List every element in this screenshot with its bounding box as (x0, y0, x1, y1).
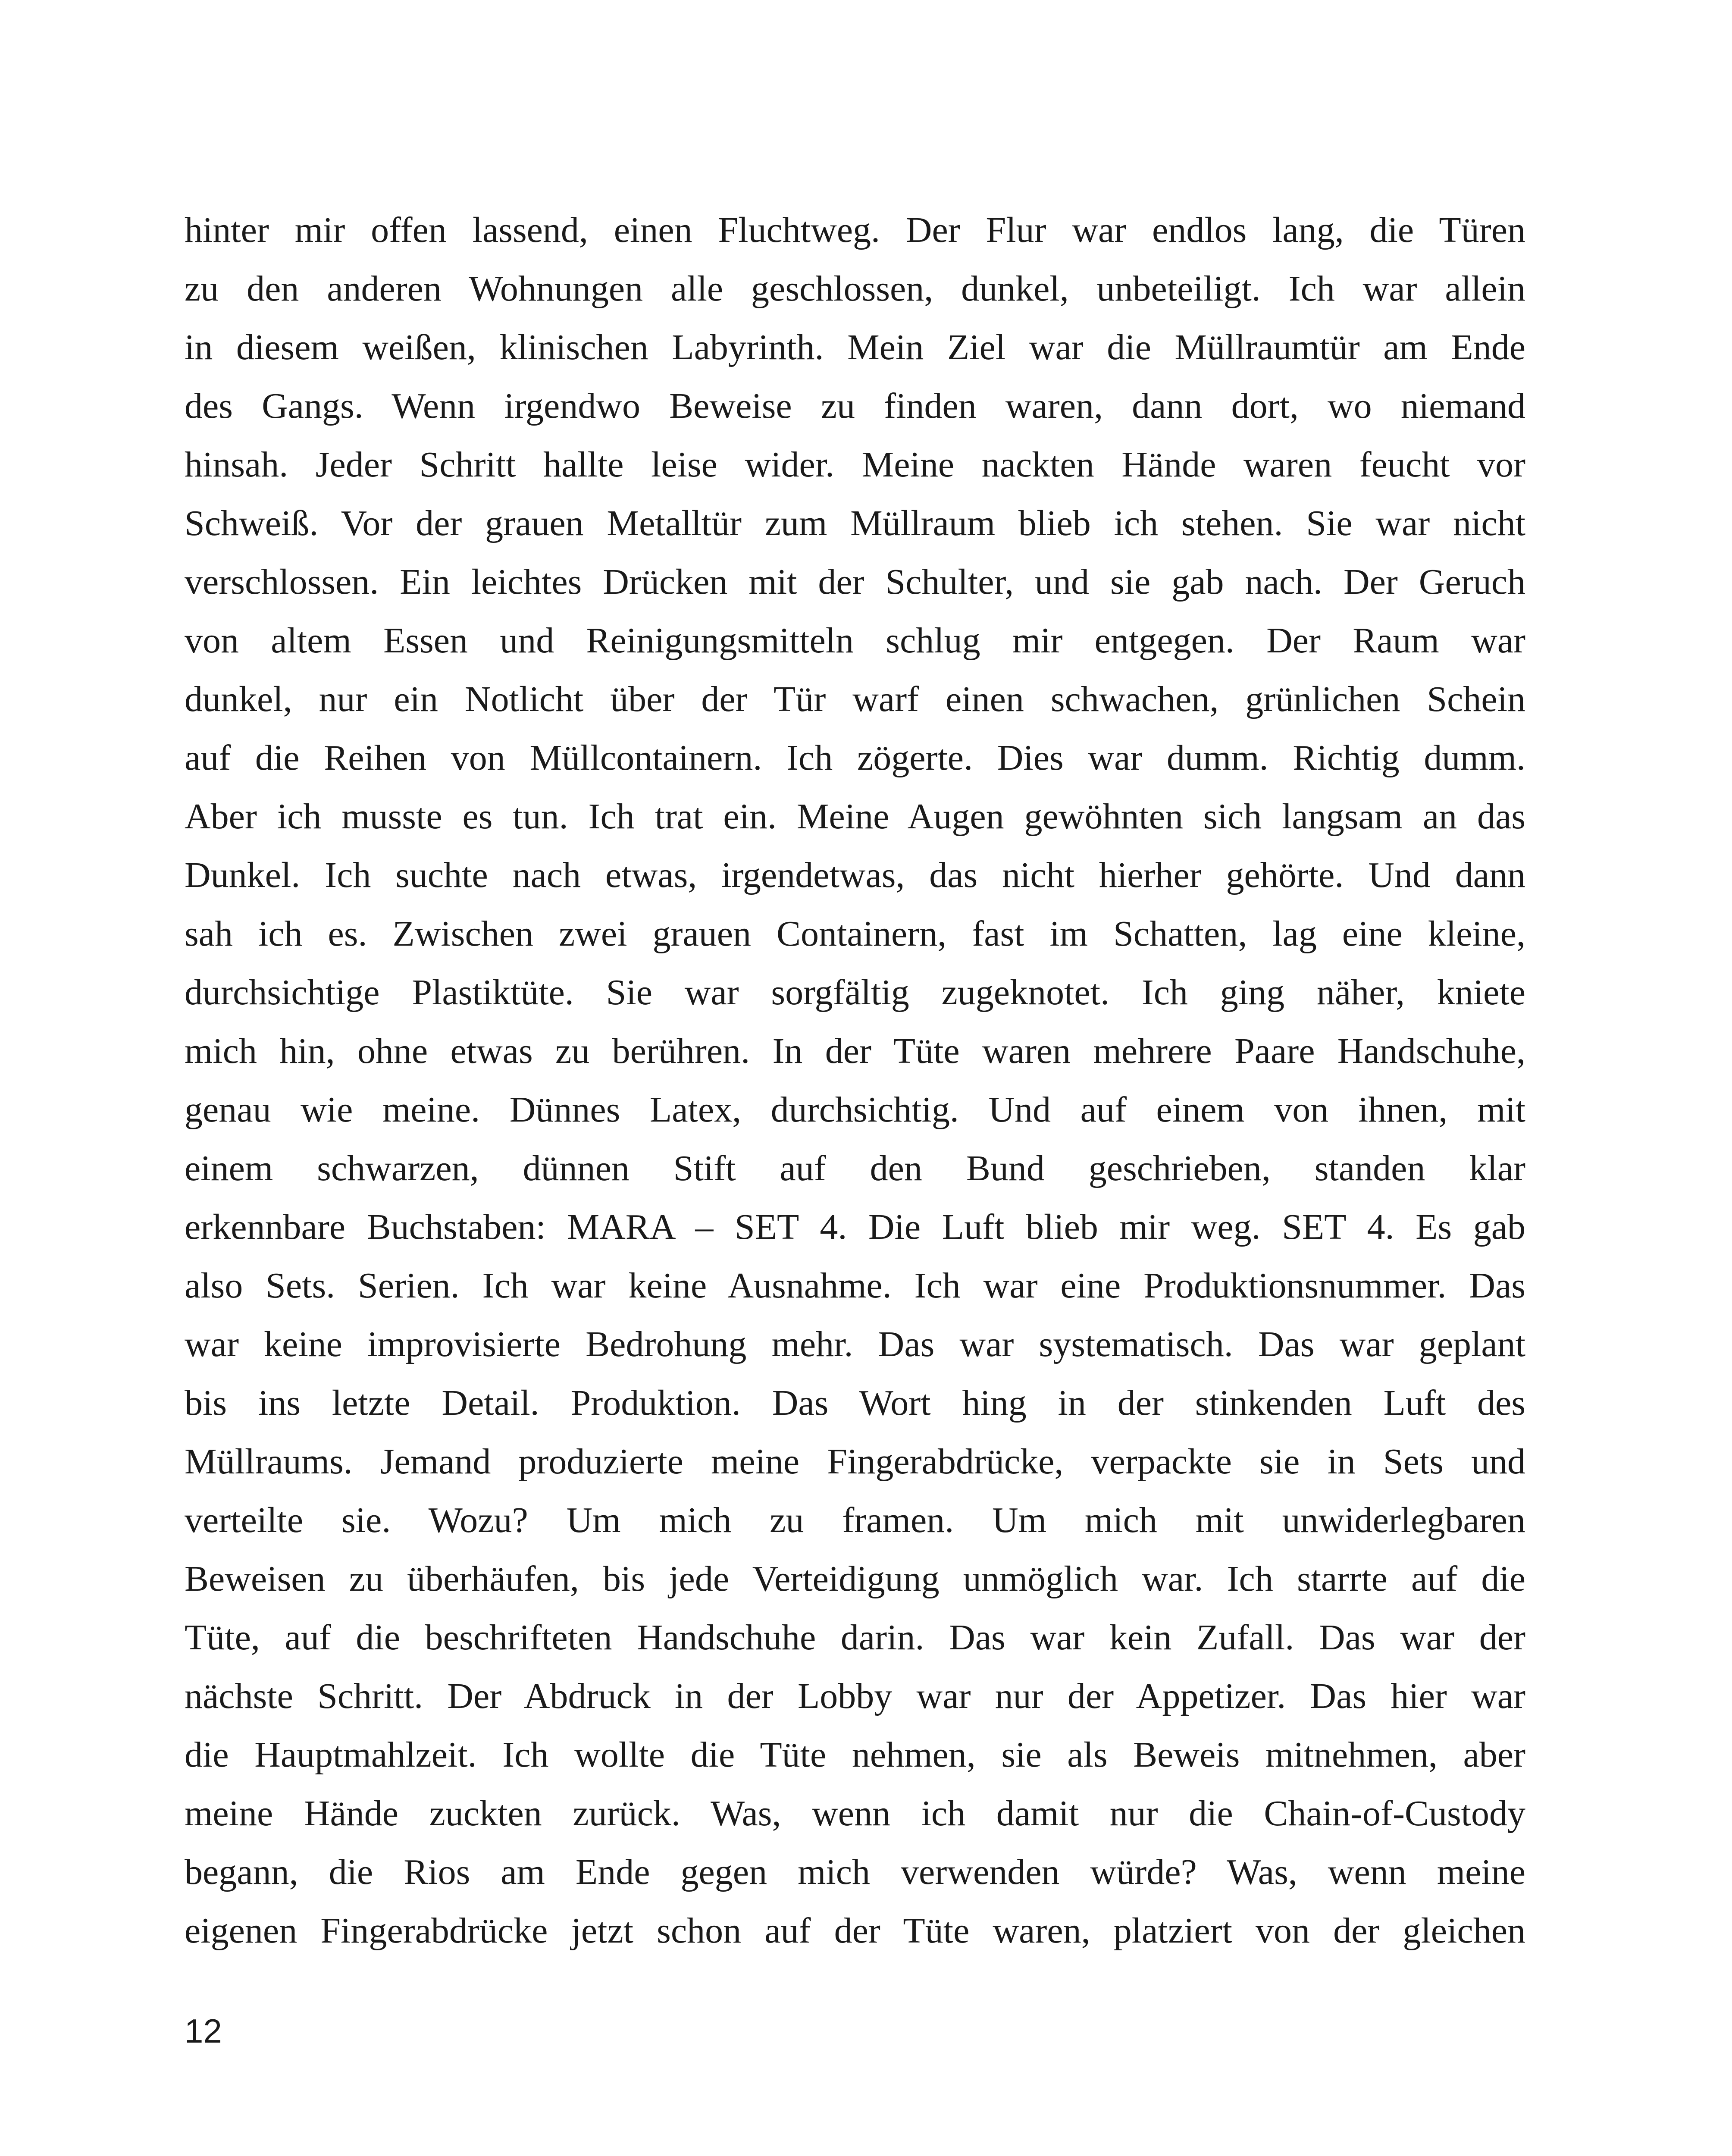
text-line: hinter mir offen lassend, einen Fluchtweg. Der Flur war endlos lang, die Türen (185, 210, 1525, 250)
body-text (185, 201, 1525, 1960)
text-line: begann, die Rios am Ende gegen mich verwenden würde? Was, wenn meine (185, 1852, 1525, 1892)
page-number: 12 (185, 2012, 222, 2050)
text-line: Aber ich musste es tun. Ich trat ein. Meine Augen gewöhnten sich langsam an das (185, 796, 1525, 837)
text-line: war keine improvisierte Bedrohung mehr. Das war systematisch. Das war geplant (185, 1324, 1525, 1364)
text-line: bis ins letzte Detail. Produktion. Das Wort hing in der stinkenden Luft des (185, 1383, 1525, 1423)
text-line: erkennbare Buchstaben: MARA – SET 4. Die Luft blieb mir weg. SET 4. Es gab (185, 1207, 1525, 1247)
text-line: genau wie meine. Dünnes Latex, durchsichtig. Und auf einem von ihnen, mit (185, 1090, 1525, 1130)
text-line: Müllraums. Jemand produzierte meine Fingerabdrücke, verpackte sie in Sets und (185, 1442, 1525, 1482)
text-line: verschlossen. Ein leichtes Drücken mit der Schulter, und sie gab nach. Der Geruch (185, 562, 1525, 602)
text-line: Beweisen zu überhäufen, bis jede Verteidigung unmöglich war. Ich starrte auf die (185, 1559, 1525, 1599)
text-line: hinsah. Jeder Schritt hallte leise wider. Meine nackten Hände waren feucht vor (185, 445, 1525, 485)
text-line: des Gangs. Wenn irgendwo Beweise zu finden waren, dann dort, wo niemand (185, 386, 1525, 426)
text-line: also Sets. Serien. Ich war keine Ausnahme. Ich war eine Produktionsnummer. Das (185, 1266, 1525, 1306)
text-line: Schweiß. Vor der grauen Metalltür zum Müllraum blieb ich stehen. Sie war nicht (185, 503, 1525, 543)
text-line: in diesem weißen, klinischen Labyrinth. Mein Ziel war die Müllraumtür am Ende (185, 327, 1525, 367)
text-line: meine Hände zuckten zurück. Was, wenn ich damit nur die Chain-of-Custody (185, 1793, 1525, 1833)
text-line: mich hin, ohne etwas zu berühren. In der Tüte waren mehrere Paare Handschuhe, (185, 1031, 1525, 1071)
text-line: dunkel, nur ein Notlicht über der Tür warf einen schwachen, grünlichen Schein (185, 679, 1525, 719)
text-line: nächste Schritt. Der Abdruck in der Lobby war nur der Appetizer. Das hier war (185, 1676, 1525, 1716)
text-line: durchsichtige Plastiktüte. Sie war sorgfältig zugeknotet. Ich ging näher, kniete (185, 972, 1525, 1012)
text-line: sah ich es. Zwischen zwei grauen Containern, fast im Schatten, lag eine kleine, (185, 914, 1525, 954)
text-line: eigenen Fingerabdrücke jetzt schon auf der Tüte waren, platziert von der gleichen (185, 1911, 1525, 1951)
text-line: Dunkel. Ich suchte nach etwas, irgendetwas, das nicht hierher gehörte. Und dann (185, 855, 1525, 895)
text-line: auf die Reihen von Müllcontainern. Ich zögerte. Dies war dumm. Richtig dumm. (185, 738, 1525, 778)
text-line: die Hauptmahlzeit. Ich wollte die Tüte nehmen, sie als Beweis mitnehmen, aber (185, 1735, 1525, 1775)
text-line: einem schwarzen, dünnen Stift auf den Bund geschrieben, standen klar (185, 1148, 1525, 1188)
text-line: verteilte sie. Wozu? Um mich zu framen. Um mich mit unwiderlegbaren (185, 1500, 1525, 1540)
text-line: zu den anderen Wohnungen alle geschlossen, dunkel, unbeteiligt. Ich war allein (185, 269, 1525, 309)
text-line: von altem Essen und Reinigungsmitteln schlug mir entgegen. Der Raum war (185, 620, 1525, 661)
text-line: Tüte, auf die beschrifteten Handschuhe darin. Das war kein Zufall. Das war der (185, 1617, 1525, 1658)
